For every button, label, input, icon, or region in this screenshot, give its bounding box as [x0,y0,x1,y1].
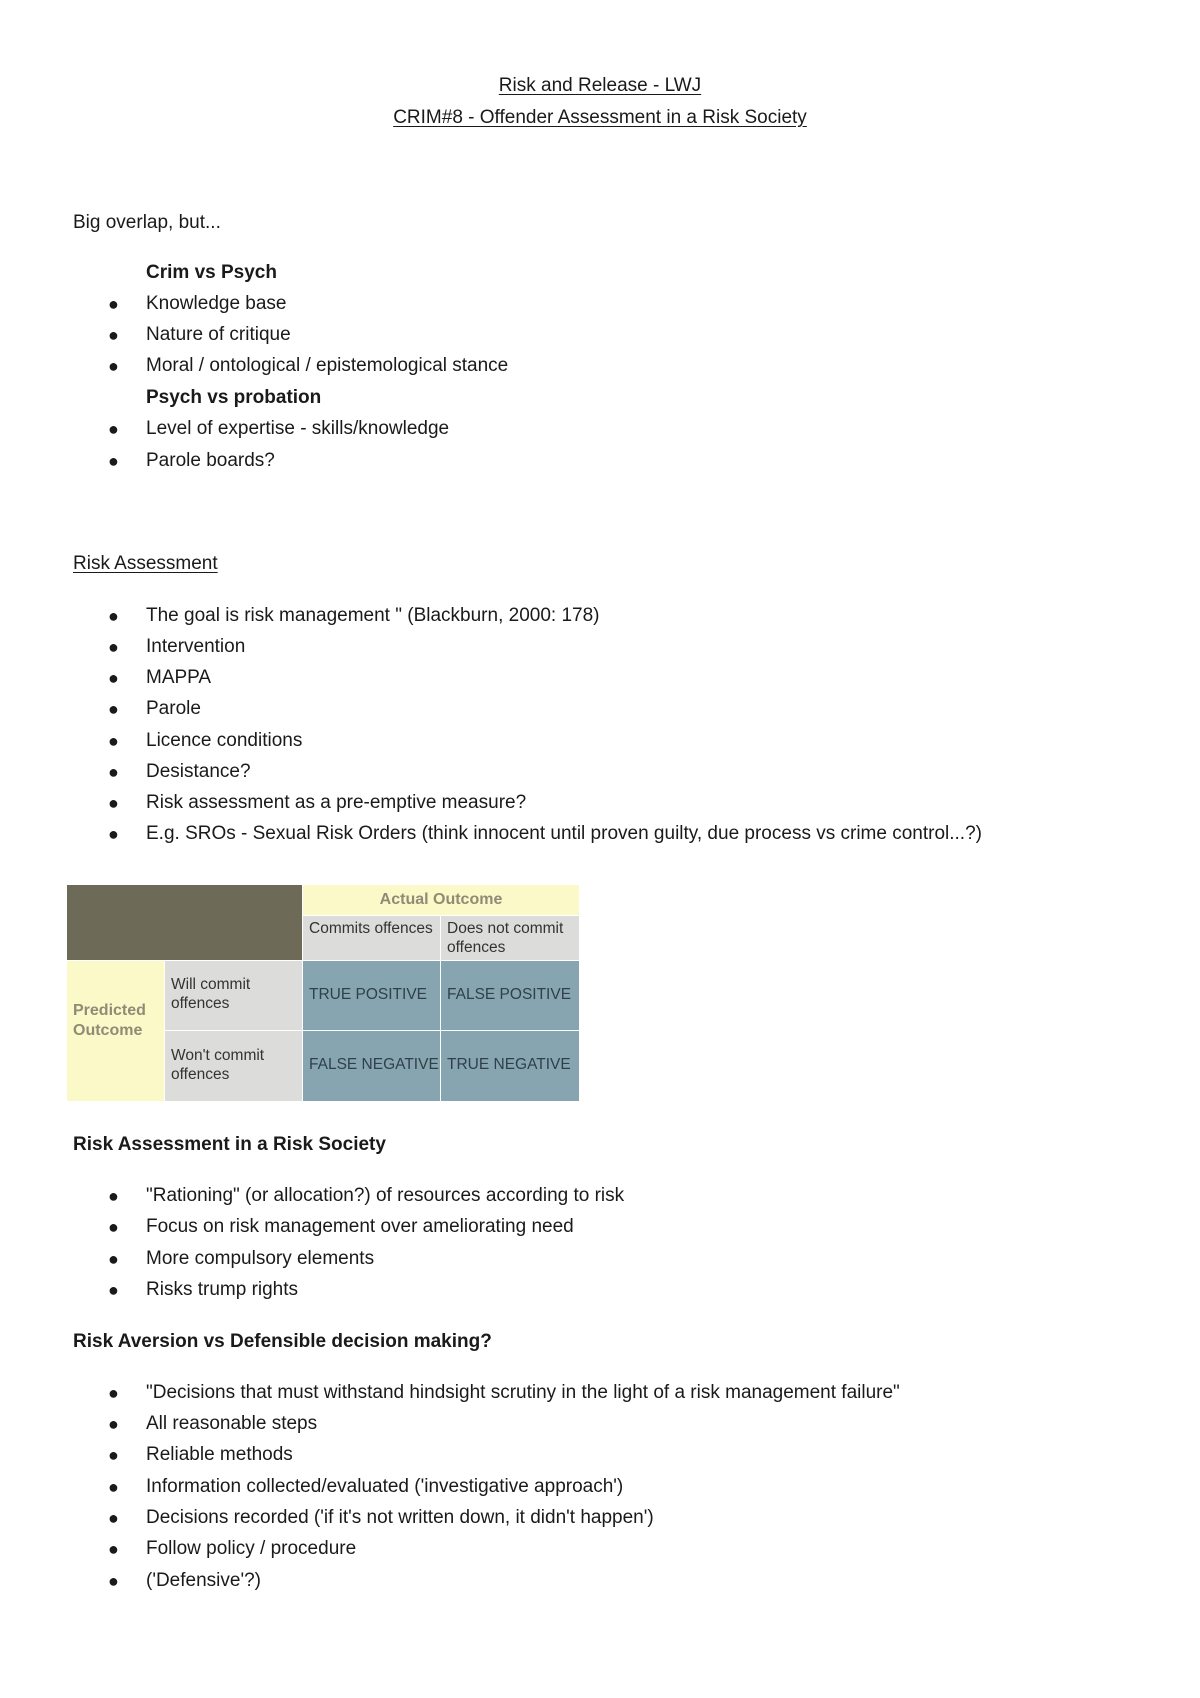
document-title: Risk and Release - LWJ [498,75,702,96]
list-item-text: Focus on risk management over ameliorating need [146,1216,574,1237]
bullet-icon: ● [108,1571,119,1591]
actual-outcome-label: Actual Outcome [379,891,503,908]
bullet-icon: ● [108,1280,119,1300]
list-item-text: Parole [146,698,201,719]
list-item-text: Decisions recorded ('if it's not written down, it didn't happen') [146,1507,654,1528]
matrix-row-will-commit [165,961,302,1030]
bullet-icon: ● [108,824,119,844]
bullet-icon: ● [108,637,119,657]
matrix-cell-true-positive [303,961,440,1030]
bullet-icon: ● [108,1414,119,1434]
document-subtitle: CRIM#8 - Offender Assessment in a Risk Society [393,107,807,128]
matrix-col-does-not-commit [441,916,579,960]
matrix-header-predicted [67,961,164,1101]
bullet-icon: ● [108,356,119,376]
matrix-header-actual [303,885,579,915]
list-item-text: Parole boards? [146,450,275,471]
bullet-icon: ● [108,1445,119,1465]
matrix-corner [67,885,302,960]
list-item-text: ('Defensive'?) [146,1570,261,1591]
list-item-text: Desistance? [146,761,251,782]
list-item-text: More compulsory elements [146,1248,375,1269]
matrix-cell-true-negative [441,1031,579,1101]
row-label-wont-commit-line1: Won't commit [171,1047,265,1064]
list-item-text: Risks trump rights [146,1279,299,1300]
bullet-icon: ● [108,699,119,719]
matrix-cell-false-positive [441,961,579,1030]
list-item-text: E.g. SROs - Sexual Risk Orders (think innocent until proven guilty, due process vs crime control...?) [146,823,982,844]
list-item-text: Knowledge base [146,293,287,314]
true-negative-label: TRUE NEGATIVE [447,1056,571,1073]
matrix-col-commits [303,916,440,960]
bullet-icon: ● [108,1539,119,1559]
list-item-text: Follow policy / procedure [146,1538,357,1559]
bullet-icon: ● [108,1383,119,1403]
predicted-label-line1: Predicted [73,1002,146,1019]
matrix-cell-false-negative [303,1031,440,1101]
list-item-text: Nature of critique [146,324,291,345]
group-heading-psych-vs-probation: Psych vs probation [146,387,322,408]
true-positive-label: TRUE POSITIVE [309,986,427,1003]
list-item-text: "Rationing" (or allocation?) of resources according to risk [146,1185,625,1206]
section-heading-risk-aversion: Risk Aversion vs Defensible decision making? [73,1331,492,1352]
list-item-text: Reliable methods [146,1444,293,1465]
bullet-icon: ● [108,294,119,314]
list-item-text: The goal is risk management " (Blackburn, 2000: 178) [146,605,600,626]
bullet-icon: ● [108,793,119,813]
bullet-icon: ● [108,1508,119,1528]
list-item-text: Moral / ontological / epistemological stance [146,355,509,376]
bullet-icon: ● [108,1217,119,1237]
predicted-label-line2: Outcome [73,1022,143,1039]
matrix-row-wont-commit [165,1031,302,1101]
false-negative-label: FALSE NEGATIVE [309,1056,439,1073]
bullet-icon: ● [108,668,119,688]
bullet-icon: ● [108,451,119,471]
bullet-icon: ● [108,762,119,782]
section-heading-risk-society: Risk Assessment in a Risk Society [73,1134,386,1155]
bullet-icon: ● [108,1186,119,1206]
row-label-wont-commit-line2: offences [171,1066,230,1083]
list-item-text: Information collected/evaluated ('investigative approach') [146,1476,624,1497]
false-positive-label: FALSE POSITIVE [447,986,572,1003]
bullet-icon: ● [108,731,119,751]
bullet-icon: ● [108,606,119,626]
intro-lead: Big overlap, but... [73,212,221,233]
list-item-text: Level of expertise - skills/knowledge [146,418,450,439]
row-label-will-commit-line2: offences [171,995,230,1012]
list-item-text: MAPPA [146,667,212,688]
list-item-text: Risk assessment as a pre-emptive measure? [146,792,527,813]
section-heading-risk-assessment: Risk Assessment [73,553,218,574]
group-heading-crim-vs-psych: Crim vs Psych [146,262,277,283]
list-item-text: Intervention [146,636,246,657]
bullet-icon: ● [108,325,119,345]
list-item-text: All reasonable steps [146,1413,318,1434]
outcome-matrix [67,885,579,1101]
list-item-text: Licence conditions [146,730,303,751]
col-label-does-not-commit-line1: Does not commit [447,920,564,937]
list-item-text: "Decisions that must withstand hindsight scrutiny in the light of a risk management failure" [146,1382,900,1403]
col-label-commits: Commits offences [309,920,433,937]
bullet-icon: ● [108,1249,119,1269]
bullet-icon: ● [108,419,119,439]
bullet-icon: ● [108,1477,119,1497]
col-label-does-not-commit-line2: offences [447,939,506,956]
row-label-will-commit-line1: Will commit [171,976,251,993]
